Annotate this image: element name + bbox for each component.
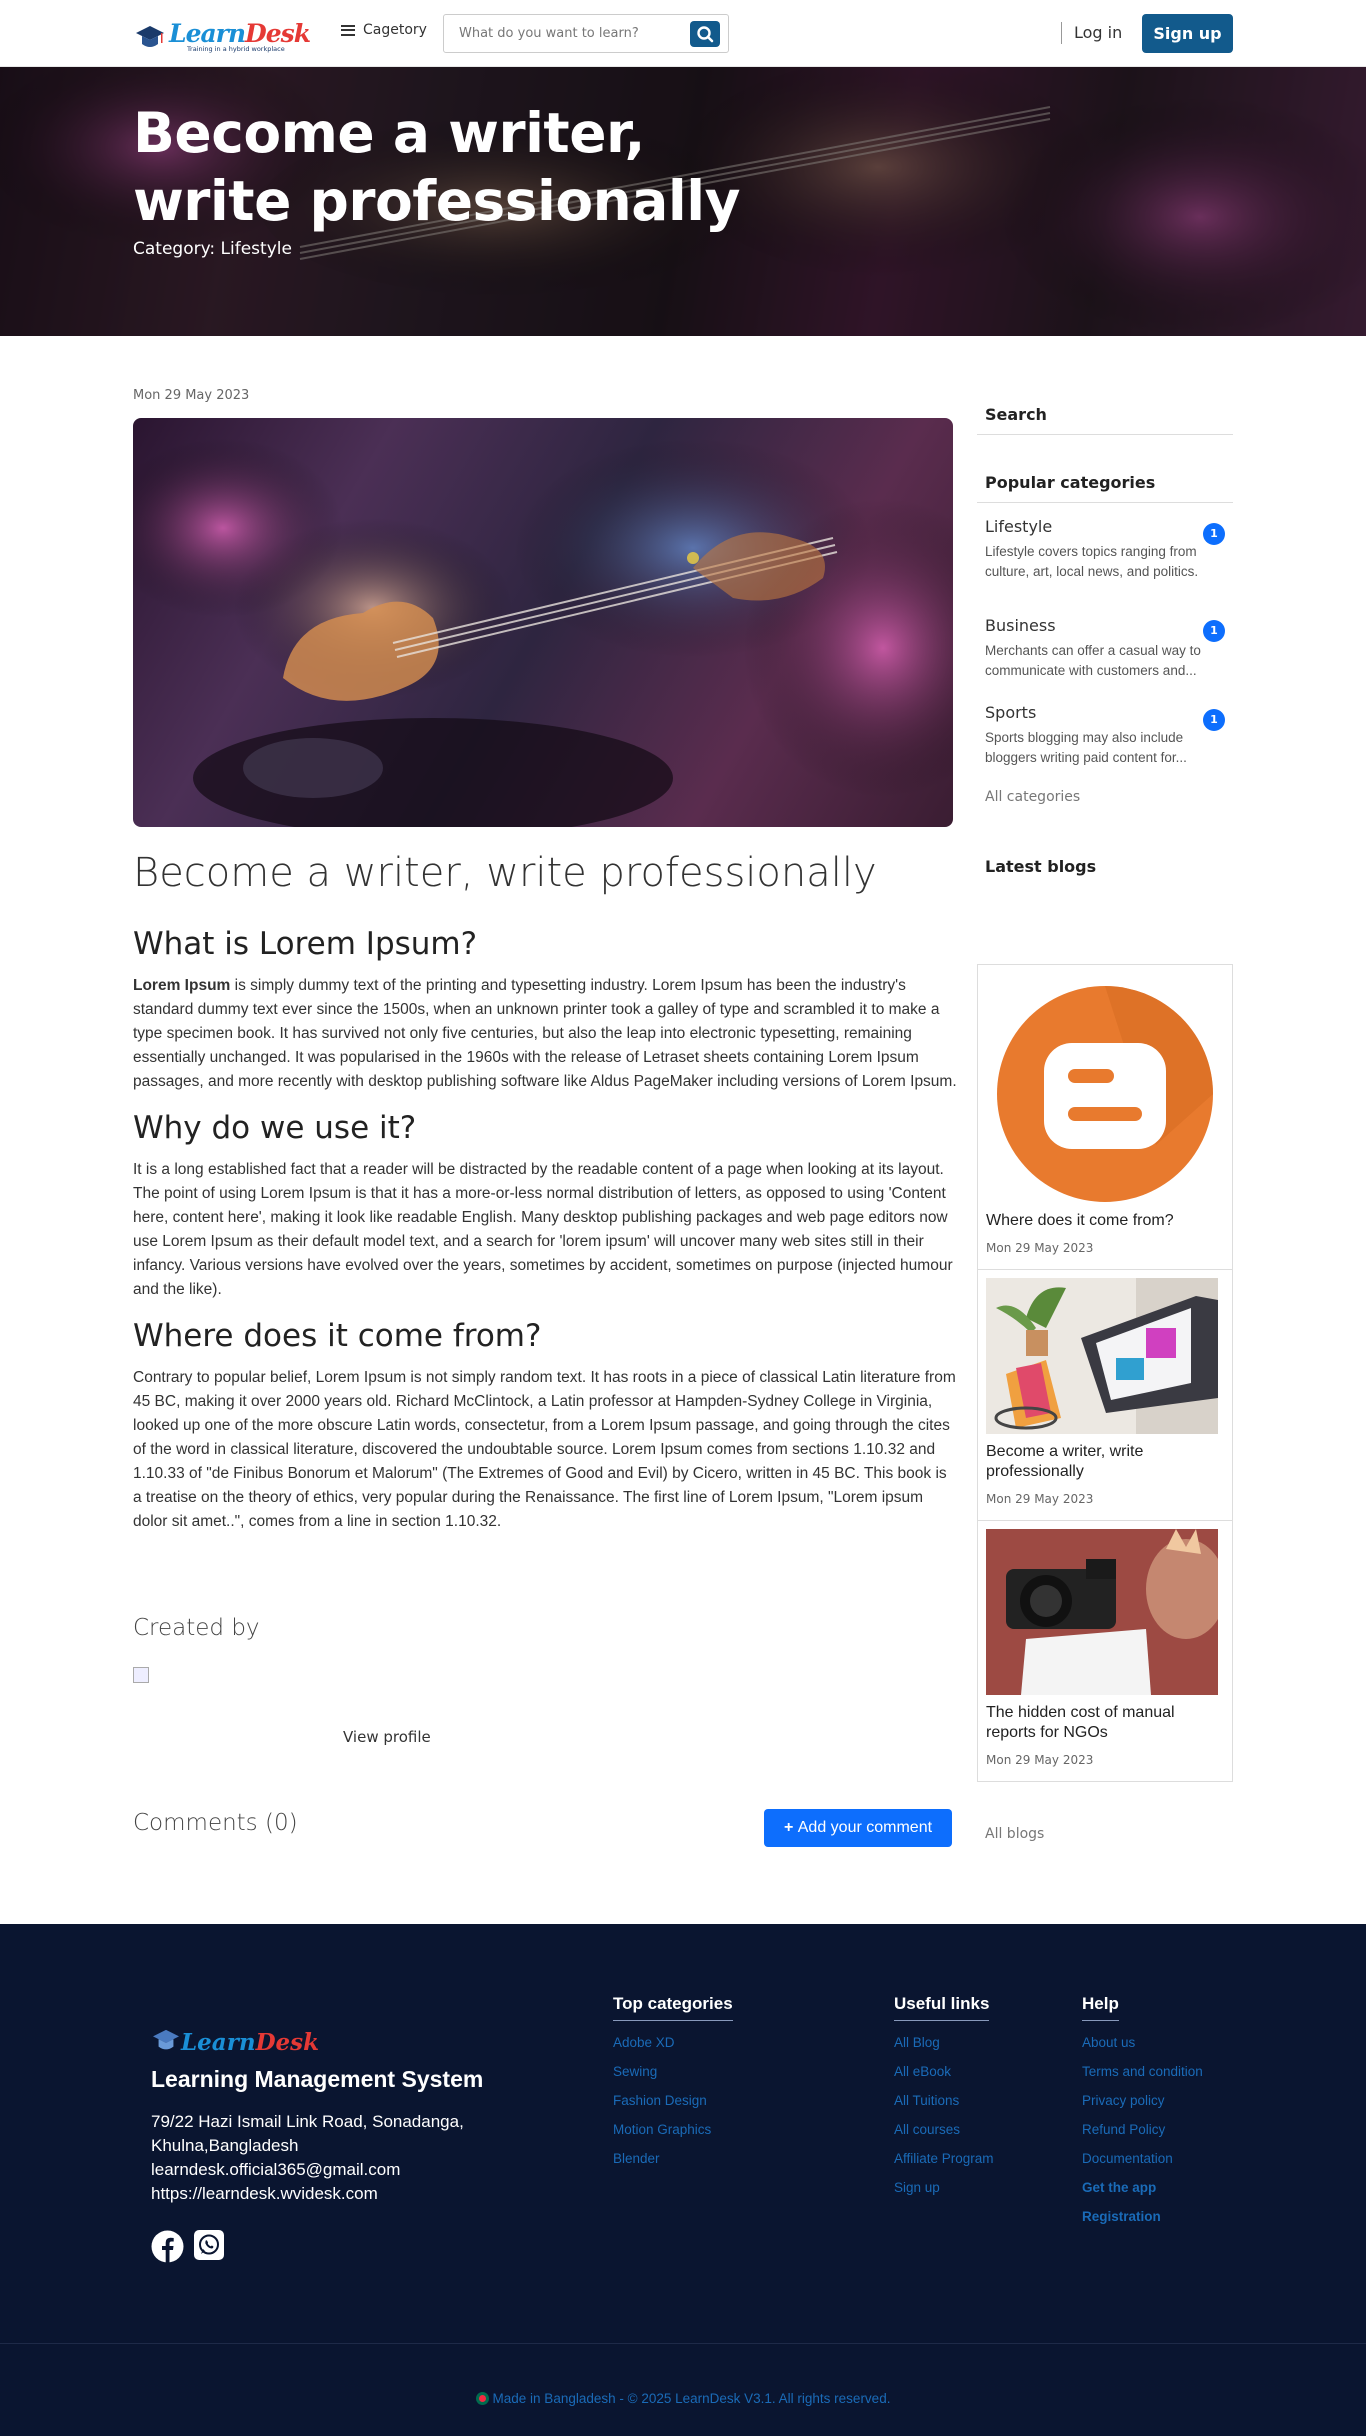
created-by-heading: Created by — [133, 1615, 260, 1641]
camera-crowd-photo — [986, 1529, 1218, 1695]
hero-banner — [0, 67, 1366, 336]
logo-word-desk: Desk — [245, 19, 311, 48]
search-button[interactable] — [690, 21, 720, 47]
all-categories-link[interactable]: All categories — [985, 789, 1081, 805]
all-blogs-link[interactable]: All blogs — [985, 1826, 1045, 1842]
address-line: 79/22 Hazi Ismail Link Road, Sonadanga, — [151, 2112, 464, 2131]
hamburger-icon — [341, 25, 355, 36]
blog-date: Mon 29 May 2023 — [986, 1753, 1094, 1767]
logo-wordmark — [169, 19, 310, 48]
plus-icon: + — [783, 1819, 798, 1836]
footer-link[interactable]: Registration — [1082, 2209, 1161, 2224]
category-count-badge: 1 — [1203, 523, 1225, 545]
blog-card[interactable] — [978, 1270, 1232, 1521]
footer-link[interactable]: All eBook — [894, 2064, 952, 2079]
popular-categories-heading: Popular categories — [977, 463, 1233, 503]
footer-email: learndesk.official365@gmail.com — [151, 2160, 401, 2179]
footer-link[interactable]: Adobe XD — [613, 2035, 675, 2050]
post-featured-image — [133, 418, 953, 827]
section-paragraph: Contrary to popular belief, Lorem Ipsum is not simply random text. It has roots in a piece of classical Latin literature from 45 BC, making it over 2000 years old. Richard McClintock, a Latin professor at Hampden-Sydney College in Virginia, looked up one of the more obscure Latin words, consectetur, from a Lorem Ipsum passage, and going through the cites of the word in classical literature, discovered the undoubtable source. Lorem Ipsum comes from sections 1.10.32 and 1.10.33 of "de Finibus Bonorum et Malorum" (The Extremes of Good and Evil) by Cicero, written in 45 BC. This book is a treatise on the theory of ethics, very popular during the Renaissance. The first line of Lorem Ipsum, "Lorem ipsum dolor sit amet..", comes from a line in section 1.10.32. — [133, 1369, 956, 1530]
footer-column-heading: Help — [1082, 1994, 1119, 2021]
category-item-sports[interactable] — [977, 699, 1233, 786]
social-links — [151, 2230, 224, 2263]
section-heading: Where does it come from? — [133, 1318, 542, 1354]
footer-website: https://learndesk.wvidesk.com — [151, 2184, 378, 2203]
author-avatar — [133, 1667, 149, 1683]
address-line: Khulna,Bangladesh — [151, 2136, 299, 2155]
view-profile-link[interactable]: View profile — [343, 1728, 431, 1746]
sidebar — [977, 395, 1233, 886]
section-heading: What is Lorem Ipsum? — [133, 926, 478, 962]
blogger-logo-icon — [986, 985, 1224, 1203]
footer-link[interactable]: All Blog — [894, 2035, 940, 2050]
footer-logo[interactable] — [151, 2028, 319, 2056]
blog-date: Mon 29 May 2023 — [986, 1492, 1094, 1506]
category-name: Lifestyle — [985, 517, 1053, 536]
search-input[interactable]: What do you want to learn? — [459, 26, 639, 41]
category-menu-label: Cagetory — [363, 22, 427, 38]
guitar-photo — [133, 418, 953, 827]
category-item-business[interactable] — [977, 600, 1233, 699]
hero-title-line1: Become a writer, — [133, 101, 645, 165]
comments-heading: Comments (0) — [133, 1810, 298, 1836]
category-description: Sports blogging may also include bloggers writing paid content for... — [985, 730, 1187, 765]
footer-link[interactable]: Privacy policy — [1082, 2093, 1165, 2108]
blog-card[interactable] — [978, 965, 1232, 1270]
post-date: Mon 29 May 2023 — [133, 388, 250, 403]
signup-button[interactable]: Sign up — [1142, 14, 1233, 53]
search-icon — [690, 21, 720, 47]
category-count-badge: 1 — [1203, 709, 1225, 731]
logo-tagline: Training in a hybrid workplace — [187, 45, 285, 53]
bangladesh-flag-icon — [476, 2392, 489, 2405]
add-comment-button[interactable] — [764, 1809, 952, 1847]
post-body — [133, 924, 958, 1548]
footer-link[interactable]: Blender — [613, 2151, 660, 2166]
footer-link[interactable]: All Tuitions — [894, 2093, 960, 2108]
footer-logo-word-learn: Learn — [181, 2029, 256, 2056]
hero-title — [133, 99, 740, 235]
category-item-lifestyle[interactable] — [977, 503, 1233, 600]
add-comment-label: Add your comment — [797, 1819, 933, 1836]
copyright-text: Made in Bangladesh - © 2025 LearnDesk V3.1. All rights reserved. — [492, 2391, 891, 2406]
logo-word-learn: Learn — [169, 19, 246, 48]
footer-link[interactable]: Fashion Design — [613, 2093, 707, 2108]
category-description: Lifestyle covers topics ranging from culture, art, local news, and politics. — [985, 544, 1199, 579]
blog-date: Mon 29 May 2023 — [986, 1241, 1094, 1255]
category-name: Business — [985, 616, 1056, 635]
logo[interactable] — [133, 18, 311, 54]
copyright — [0, 2391, 1366, 2406]
footer-title: Learning Management System — [151, 2066, 484, 2092]
footer-link[interactable]: Sign up — [894, 2180, 940, 2195]
footer-link[interactable]: Motion Graphics — [613, 2122, 712, 2137]
post-title: Become a writer, write professionally — [133, 850, 877, 896]
latest-blogs-list — [977, 964, 1233, 1782]
footer-help — [1082, 1994, 1203, 2224]
footer-link[interactable]: Affiliate Program — [894, 2151, 994, 2166]
footer-link[interactable]: All courses — [894, 2122, 961, 2137]
category-name: Sports — [985, 703, 1037, 722]
hero-category: Category: Lifestyle — [133, 239, 292, 259]
hero-title-line2: write professionally — [133, 169, 740, 233]
footer-useful-links — [894, 1994, 994, 2195]
facebook-icon[interactable] — [151, 2230, 184, 2263]
footer-link[interactable]: About us — [1082, 2035, 1136, 2050]
blog-title: Become a writer, write professionally — [986, 1443, 1144, 1480]
search-box[interactable] — [443, 14, 729, 53]
footer-link[interactable]: Get the app — [1082, 2180, 1157, 2195]
login-link[interactable]: Log in — [1074, 23, 1123, 42]
sidebar-search-heading: Search — [977, 395, 1233, 435]
section-heading: Why do we use it? — [133, 1110, 417, 1146]
graduation-cap-icon — [151, 2028, 181, 2054]
blog-title: The hidden cost of manual reports for NGOs — [986, 1704, 1175, 1741]
category-description: Merchants can offer a casual way to communicate with customers and... — [985, 643, 1201, 678]
section-text: is simply dummy text of the printing and typesetting industry. Lorem Ipsum has been the industry's standard dummy text ever since the 1500s, when an unknown printer took a galley of type and scrambled it to make a type specimen book. It has survived not only five centuries, but also the leap into electronic typesetting, remaining essentially unchanged. It was popularised in the 1960s with the release of Letraset sheets containing Lorem Ipsum passages, and more recently with desktop publishing software like Aldus PageMaker including versions of Lorem Ipsum. — [133, 977, 957, 1090]
site-header — [0, 0, 1366, 67]
footer-column-heading: Useful links — [894, 1994, 989, 2021]
laptop-photo — [986, 1278, 1218, 1434]
blog-card[interactable] — [978, 1521, 1232, 1781]
latest-blogs-heading: Latest blogs — [985, 857, 1097, 876]
footer-link[interactable]: Refund Policy — [1082, 2122, 1166, 2137]
footer-address — [151, 2110, 511, 2206]
whatsapp-icon[interactable] — [194, 2230, 224, 2260]
header-divider — [1061, 22, 1062, 44]
footer-link[interactable]: Terms and condition — [1082, 2064, 1203, 2079]
graduation-cap-icon — [135, 24, 165, 52]
footer-link[interactable]: Sewing — [613, 2064, 658, 2079]
category-menu-button[interactable] — [341, 22, 427, 38]
footer-link[interactable]: Documentation — [1082, 2151, 1173, 2166]
section-paragraph — [133, 974, 958, 1094]
lorem-ipsum-bold: Lorem Ipsum — [133, 977, 231, 994]
footer-logo-word-desk: Desk — [255, 2029, 320, 2056]
footer-column-heading: Top categories — [613, 1994, 733, 2021]
section-paragraph: It is a long established fact that a reader will be distracted by the readable content of a page when looking at its layout. The point of using Lorem Ipsum is that it has a more-or-less normal distribution of letters, as opposed to using 'Content here, content here', making it look like readable English. Many desktop publishing packages and web page editors now use Lorem Ipsum as their default model text, and a search for 'lorem ipsum' will uncover many web sites still in their infancy. Various versions have evolved over the years, sometimes by accident, sometimes on purpose (injected humour and the like). — [133, 1161, 953, 1298]
category-count-badge: 1 — [1203, 620, 1225, 642]
blog-title: Where does it come from? — [986, 1212, 1174, 1229]
footer-divider — [0, 2343, 1366, 2344]
footer-top-categories — [613, 1994, 733, 2166]
